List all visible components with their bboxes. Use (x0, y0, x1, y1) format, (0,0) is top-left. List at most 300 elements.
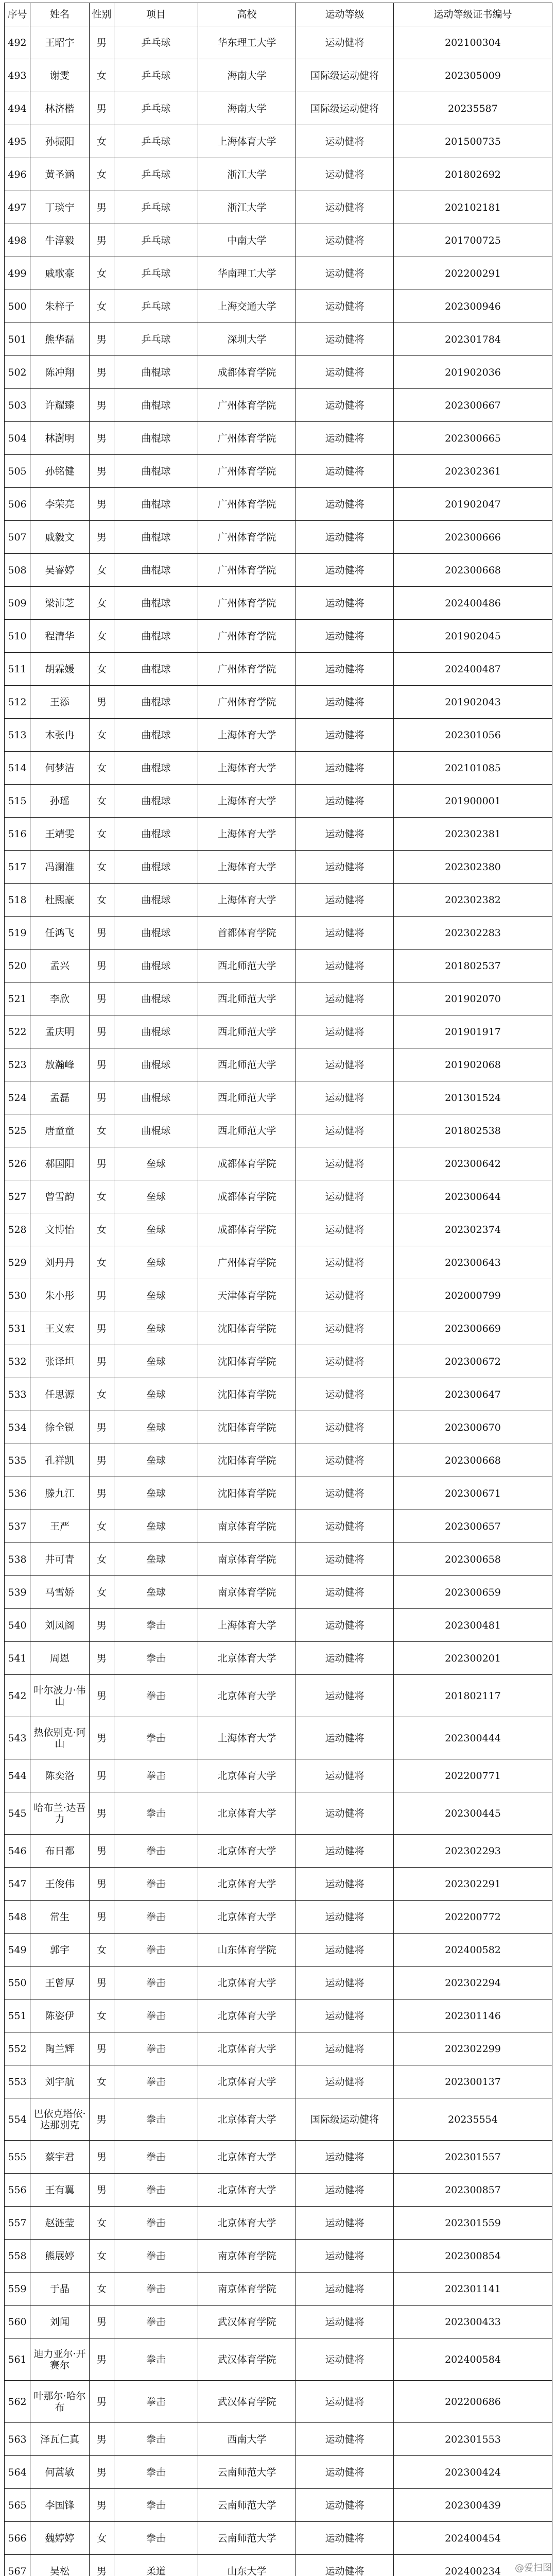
cell-sex: 男 (90, 92, 114, 125)
cell-cert: 202300668 (394, 1444, 552, 1477)
cell-school: 广州体育学院 (198, 455, 296, 488)
cell-cert: 202300643 (394, 1246, 552, 1279)
cell-school: 华南理工大学 (198, 257, 296, 290)
cell-item: 拳击 (114, 2489, 198, 2522)
cell-level: 国际级运动健将 (296, 2098, 394, 2141)
cell-name: 丁琰宁 (30, 191, 90, 224)
cell-no: 495 (5, 125, 30, 158)
cell-level: 运动健将 (296, 1792, 394, 1835)
table-header-row (5, 3, 552, 26)
cell-school: 北京体育大学 (198, 1835, 296, 1868)
cell-level: 运动健将 (296, 719, 394, 752)
cell-cert: 202300647 (394, 1378, 552, 1411)
cell-name: 任思源 (30, 1378, 90, 1411)
table-row (5, 125, 552, 158)
cell-cert: 202300137 (394, 2065, 552, 2098)
cell-item: 曲棍球 (114, 1114, 198, 1147)
table-row (5, 26, 552, 59)
cell-no: 501 (5, 323, 30, 356)
cell-level: 运动健将 (296, 1411, 394, 1444)
cell-name: 李欣 (30, 982, 90, 1015)
cell-cert: 202400234 (394, 2555, 552, 2576)
cell-no: 511 (5, 653, 30, 686)
cell-no: 498 (5, 224, 30, 257)
table-row (5, 2381, 552, 2423)
cell-item: 曲棍球 (114, 950, 198, 982)
cell-name: 刘丹丹 (30, 1246, 90, 1279)
cell-name: 赵涟莹 (30, 2207, 90, 2240)
cell-school: 北京体育大学 (198, 1675, 296, 1717)
cell-level: 运动健将 (296, 1114, 394, 1147)
cell-name: 陈冲翔 (30, 356, 90, 389)
table-row (5, 2306, 552, 2338)
cell-level: 运动健将 (296, 851, 394, 884)
cell-no: 540 (5, 1609, 30, 1642)
cell-name: 杜熙豪 (30, 884, 90, 917)
cell-item: 拳击 (114, 1675, 198, 1717)
table-row (5, 1642, 552, 1675)
cell-name: 朱梓子 (30, 290, 90, 323)
table-row (5, 389, 552, 422)
header-no: 序号 (5, 3, 30, 26)
cell-sex: 男 (90, 2423, 114, 2456)
cell-school: 北京体育大学 (198, 2065, 296, 2098)
cell-no: 516 (5, 818, 30, 851)
cell-school: 沈阳体育学院 (198, 1378, 296, 1411)
cell-item: 垒球 (114, 1180, 198, 1213)
cell-item: 乒乓球 (114, 191, 198, 224)
cell-item: 拳击 (114, 1609, 198, 1642)
cell-name: 郝国阳 (30, 1147, 90, 1180)
cell-cert: 202302294 (394, 1967, 552, 1999)
table-row (5, 554, 552, 587)
cell-no: 508 (5, 554, 30, 587)
table-row (5, 2141, 552, 2174)
cell-name: 王义宏 (30, 1312, 90, 1345)
cell-item: 拳击 (114, 2098, 198, 2141)
cell-cert: 202305009 (394, 59, 552, 92)
cell-no: 564 (5, 2456, 30, 2489)
table-row (5, 1868, 552, 1901)
table-row (5, 1345, 552, 1378)
cell-school: 华东理工大学 (198, 26, 296, 59)
cell-cert: 201902045 (394, 620, 552, 653)
cell-level: 运动健将 (296, 422, 394, 455)
cell-level: 运动健将 (296, 389, 394, 422)
cell-name: 叶尔波力·伟山 (30, 1675, 90, 1717)
cell-cert: 201802692 (394, 158, 552, 191)
cell-no: 545 (5, 1792, 30, 1835)
cell-cert: 201902036 (394, 356, 552, 389)
cell-item: 垒球 (114, 1444, 198, 1477)
cell-cert: 202300854 (394, 2240, 552, 2273)
cell-no: 500 (5, 290, 30, 323)
cell-school: 西北师范大学 (198, 1081, 296, 1114)
cell-sex: 男 (90, 1048, 114, 1081)
cell-level: 运动健将 (296, 2141, 394, 2174)
cell-school: 成都体育学院 (198, 1147, 296, 1180)
cell-sex: 男 (90, 356, 114, 389)
cell-school: 广州体育学院 (198, 521, 296, 554)
cell-sex: 男 (90, 2174, 114, 2207)
cell-level: 运动健将 (296, 290, 394, 323)
cell-no: 566 (5, 2522, 30, 2555)
cell-item: 拳击 (114, 1835, 198, 1868)
cell-name: 哈布兰·达吾力 (30, 1792, 90, 1835)
cell-name: 王添 (30, 686, 90, 719)
cell-name: 蔡宇君 (30, 2141, 90, 2174)
cell-cert: 202300433 (394, 2306, 552, 2338)
cell-name: 何梦洁 (30, 752, 90, 785)
cell-name: 胡霖媛 (30, 653, 90, 686)
cell-cert: 20235554 (394, 2098, 552, 2141)
cell-sex: 男 (90, 2141, 114, 2174)
table-row (5, 752, 552, 785)
cell-name: 马雪娇 (30, 1576, 90, 1609)
cell-item: 拳击 (114, 1934, 198, 1967)
cell-no: 556 (5, 2174, 30, 2207)
cell-name: 陶兰辉 (30, 2032, 90, 2065)
watermark: @爱扫图 (515, 2563, 552, 2573)
cell-school: 成都体育学院 (198, 356, 296, 389)
cell-no: 517 (5, 851, 30, 884)
cell-item: 拳击 (114, 2338, 198, 2381)
cell-item: 拳击 (114, 2207, 198, 2240)
table-row (5, 719, 552, 752)
cell-school: 南京体育学院 (198, 2273, 296, 2306)
cell-cert: 202000799 (394, 1279, 552, 1312)
cell-level: 运动健将 (296, 917, 394, 950)
cell-no: 515 (5, 785, 30, 818)
table-row (5, 1081, 552, 1114)
cell-level: 运动健将 (296, 158, 394, 191)
cell-level: 运动健将 (296, 1967, 394, 1999)
table-row (5, 884, 552, 917)
cell-item: 曲棍球 (114, 982, 198, 1015)
cell-no: 521 (5, 982, 30, 1015)
cell-item: 拳击 (114, 2306, 198, 2338)
cell-level: 运动健将 (296, 2522, 394, 2555)
cell-sex: 女 (90, 620, 114, 653)
cell-cert: 202300669 (394, 1312, 552, 1345)
cell-school: 上海体育大学 (198, 818, 296, 851)
cell-sex: 男 (90, 2032, 114, 2065)
table-row (5, 1576, 552, 1609)
cell-school: 武汉体育学院 (198, 2338, 296, 2381)
cell-level: 运动健将 (296, 2207, 394, 2240)
cell-no: 535 (5, 1444, 30, 1477)
cell-school: 浙江大学 (198, 191, 296, 224)
cell-name: 叶那尔·哈尔布 (30, 2381, 90, 2423)
cell-sex: 女 (90, 785, 114, 818)
cell-no: 555 (5, 2141, 30, 2174)
cell-item: 曲棍球 (114, 1081, 198, 1114)
table-row (5, 1967, 552, 1999)
cell-level: 运动健将 (296, 1345, 394, 1378)
cell-no: 505 (5, 455, 30, 488)
cell-sex: 男 (90, 26, 114, 59)
cell-name: 常生 (30, 1901, 90, 1934)
cell-cert: 202300670 (394, 1411, 552, 1444)
table-row (5, 1543, 552, 1576)
table-row (5, 2456, 552, 2489)
cell-cert: 202400486 (394, 587, 552, 620)
cell-no: 544 (5, 1759, 30, 1792)
cell-level: 运动健将 (296, 1147, 394, 1180)
cell-sex: 男 (90, 1901, 114, 1934)
cell-school: 首都体育学院 (198, 917, 296, 950)
cell-sex: 女 (90, 1543, 114, 1576)
cell-item: 柔道 (114, 2555, 198, 2576)
cell-level: 运动健将 (296, 257, 394, 290)
table-row (5, 422, 552, 455)
cell-school: 广州体育学院 (198, 587, 296, 620)
cell-sex: 女 (90, 2240, 114, 2273)
cell-school: 广州体育学院 (198, 488, 296, 521)
table-row (5, 1180, 552, 1213)
cell-item: 垒球 (114, 1345, 198, 1378)
cell-name: 孙铭健 (30, 455, 90, 488)
cell-item: 曲棍球 (114, 917, 198, 950)
cell-no: 525 (5, 1114, 30, 1147)
cell-name: 程清华 (30, 620, 90, 653)
cell-level: 运动健将 (296, 224, 394, 257)
cell-level: 运动健将 (296, 2423, 394, 2456)
cell-school: 云南师范大学 (198, 2456, 296, 2489)
table-row (5, 2522, 552, 2555)
cell-school: 南京体育学院 (198, 1510, 296, 1543)
cell-cert: 202300444 (394, 1717, 552, 1759)
cell-item: 曲棍球 (114, 389, 198, 422)
cell-school: 上海体育大学 (198, 851, 296, 884)
cell-name: 许耀臻 (30, 389, 90, 422)
cell-no: 557 (5, 2207, 30, 2240)
cell-no: 530 (5, 1279, 30, 1312)
cell-level: 运动健将 (296, 488, 394, 521)
table-row (5, 59, 552, 92)
cell-cert: 202301056 (394, 719, 552, 752)
table-row (5, 1015, 552, 1048)
cell-cert: 202302381 (394, 818, 552, 851)
table-row (5, 686, 552, 719)
cell-sex: 男 (90, 1015, 114, 1048)
cell-sex: 男 (90, 1081, 114, 1114)
cell-cert: 201500735 (394, 125, 552, 158)
cell-item: 乒乓球 (114, 92, 198, 125)
cell-level: 运动健将 (296, 2306, 394, 2338)
cell-name: 任鸿飞 (30, 917, 90, 950)
cell-school: 北京体育大学 (198, 1868, 296, 1901)
cell-item: 拳击 (114, 2381, 198, 2423)
table-row (5, 982, 552, 1015)
cell-level: 运动健将 (296, 1609, 394, 1642)
cell-item: 垒球 (114, 1246, 198, 1279)
cell-item: 拳击 (114, 2456, 198, 2489)
cell-no: 510 (5, 620, 30, 653)
cell-no: 502 (5, 356, 30, 389)
cell-no: 563 (5, 2423, 30, 2456)
cell-school: 广州体育学院 (198, 686, 296, 719)
cell-school: 广州体育学院 (198, 422, 296, 455)
table-row (5, 1835, 552, 1868)
cell-cert: 202300642 (394, 1147, 552, 1180)
cell-level: 运动健将 (296, 2032, 394, 2065)
cell-cert: 202300666 (394, 521, 552, 554)
cell-level: 运动健将 (296, 1717, 394, 1759)
cell-sex: 男 (90, 1967, 114, 1999)
cell-cert: 202300644 (394, 1180, 552, 1213)
table-row (5, 158, 552, 191)
cell-no: 560 (5, 2306, 30, 2338)
cell-sex: 女 (90, 719, 114, 752)
cell-name: 郭宇 (30, 1934, 90, 1967)
cell-sex: 男 (90, 1717, 114, 1759)
cell-no: 547 (5, 1868, 30, 1901)
table-row (5, 818, 552, 851)
cell-sex: 男 (90, 1279, 114, 1312)
cell-name: 王靖雯 (30, 818, 90, 851)
cell-sex: 男 (90, 686, 114, 719)
cell-school: 成都体育学院 (198, 1213, 296, 1246)
cell-school: 上海体育大学 (198, 125, 296, 158)
header-cert: 运动等级证书编号 (394, 3, 552, 26)
cell-item: 曲棍球 (114, 686, 198, 719)
cell-cert: 202301146 (394, 1999, 552, 2032)
cell-item: 拳击 (114, 2240, 198, 2273)
cell-item: 曲棍球 (114, 653, 198, 686)
cell-school: 山东大学 (198, 2555, 296, 2576)
cell-level: 运动健将 (296, 884, 394, 917)
cell-level: 运动健将 (296, 26, 394, 59)
cell-school: 广州体育学院 (198, 554, 296, 587)
cell-sex: 男 (90, 1642, 114, 1675)
cell-level: 运动健将 (296, 982, 394, 1015)
cell-no: 551 (5, 1999, 30, 2032)
cell-level: 运动健将 (296, 2555, 394, 2576)
cell-sex: 男 (90, 2306, 114, 2338)
table-row (5, 851, 552, 884)
table-row (5, 1999, 552, 2032)
table-row (5, 1312, 552, 1345)
cell-name: 陈奕洛 (30, 1759, 90, 1792)
header-school: 高校 (198, 3, 296, 26)
cell-cert: 202100304 (394, 26, 552, 59)
cell-level: 运动健将 (296, 125, 394, 158)
cell-item: 曲棍球 (114, 719, 198, 752)
cell-sex: 男 (90, 488, 114, 521)
table-row (5, 2174, 552, 2207)
table-row (5, 356, 552, 389)
cell-name: 于晶 (30, 2273, 90, 2306)
cell-item: 曲棍球 (114, 752, 198, 785)
cell-sex: 男 (90, 2098, 114, 2141)
cell-item: 拳击 (114, 1792, 198, 1835)
cell-item: 拳击 (114, 1967, 198, 1999)
cell-no: 514 (5, 752, 30, 785)
cell-sex: 男 (90, 389, 114, 422)
cell-cert: 201901917 (394, 1015, 552, 1048)
cell-no: 519 (5, 917, 30, 950)
cell-name: 孙振阳 (30, 125, 90, 158)
cell-item: 乒乓球 (114, 59, 198, 92)
cell-cert: 202300424 (394, 2456, 552, 2489)
cell-item: 拳击 (114, 1759, 198, 1792)
cell-name: 泽瓦仁真 (30, 2423, 90, 2456)
cell-level: 运动健将 (296, 1444, 394, 1477)
cell-school: 南京体育学院 (198, 1543, 296, 1576)
cell-no: 520 (5, 950, 30, 982)
cell-cert: 202302291 (394, 1868, 552, 1901)
cell-name: 刘凤阁 (30, 1609, 90, 1642)
cell-level: 运动健将 (296, 785, 394, 818)
cell-sex: 男 (90, 1411, 114, 1444)
cell-name: 唐童童 (30, 1114, 90, 1147)
cell-no: 550 (5, 1967, 30, 1999)
cell-cert: 202300857 (394, 2174, 552, 2207)
cell-sex: 女 (90, 1510, 114, 1543)
table-row (5, 521, 552, 554)
cell-sex: 男 (90, 224, 114, 257)
cell-name: 李荣亮 (30, 488, 90, 521)
cell-no: 494 (5, 92, 30, 125)
cell-name: 孟磊 (30, 1081, 90, 1114)
table-row (5, 1759, 552, 1792)
cell-item: 垒球 (114, 1147, 198, 1180)
table-row (5, 1279, 552, 1312)
cell-name: 梁沛芝 (30, 587, 90, 620)
cell-no: 558 (5, 2240, 30, 2273)
header-level: 运动等级 (296, 3, 394, 26)
cell-school: 浙江大学 (198, 158, 296, 191)
cell-name: 木张冉 (30, 719, 90, 752)
cell-item: 垒球 (114, 1378, 198, 1411)
cell-name: 井可青 (30, 1543, 90, 1576)
cell-item: 拳击 (114, 1642, 198, 1675)
cell-level: 运动健将 (296, 1279, 394, 1312)
cell-name: 魏婷婷 (30, 2522, 90, 2555)
cell-school: 西北师范大学 (198, 982, 296, 1015)
cell-sex: 女 (90, 752, 114, 785)
cell-level: 运动健将 (296, 2456, 394, 2489)
cell-level: 运动健将 (296, 554, 394, 587)
cell-school: 广州体育学院 (198, 620, 296, 653)
cell-cert: 202302293 (394, 1835, 552, 1868)
cell-item: 曲棍球 (114, 521, 198, 554)
table-row (5, 2240, 552, 2273)
cell-sex: 男 (90, 1792, 114, 1835)
cell-name: 张译坦 (30, 1345, 90, 1378)
cell-no: 562 (5, 2381, 30, 2423)
cell-level: 运动健将 (296, 2381, 394, 2423)
cell-level: 运动健将 (296, 455, 394, 488)
cell-item: 拳击 (114, 2065, 198, 2098)
cell-sex: 女 (90, 884, 114, 917)
cell-cert: 202200291 (394, 257, 552, 290)
cell-school: 沈阳体育学院 (198, 1477, 296, 1510)
cell-school: 上海体育大学 (198, 785, 296, 818)
cell-school: 北京体育大学 (198, 1967, 296, 1999)
cell-sex: 女 (90, 2273, 114, 2306)
cell-school: 西北师范大学 (198, 1015, 296, 1048)
cell-sex: 女 (90, 818, 114, 851)
cell-school: 广州体育学院 (198, 389, 296, 422)
cell-school: 北京体育大学 (198, 1642, 296, 1675)
cell-cert: 202300201 (394, 1642, 552, 1675)
cell-no: 559 (5, 2273, 30, 2306)
cell-sex: 女 (90, 1114, 114, 1147)
cell-sex: 男 (90, 2489, 114, 2522)
cell-cert: 202302382 (394, 884, 552, 917)
